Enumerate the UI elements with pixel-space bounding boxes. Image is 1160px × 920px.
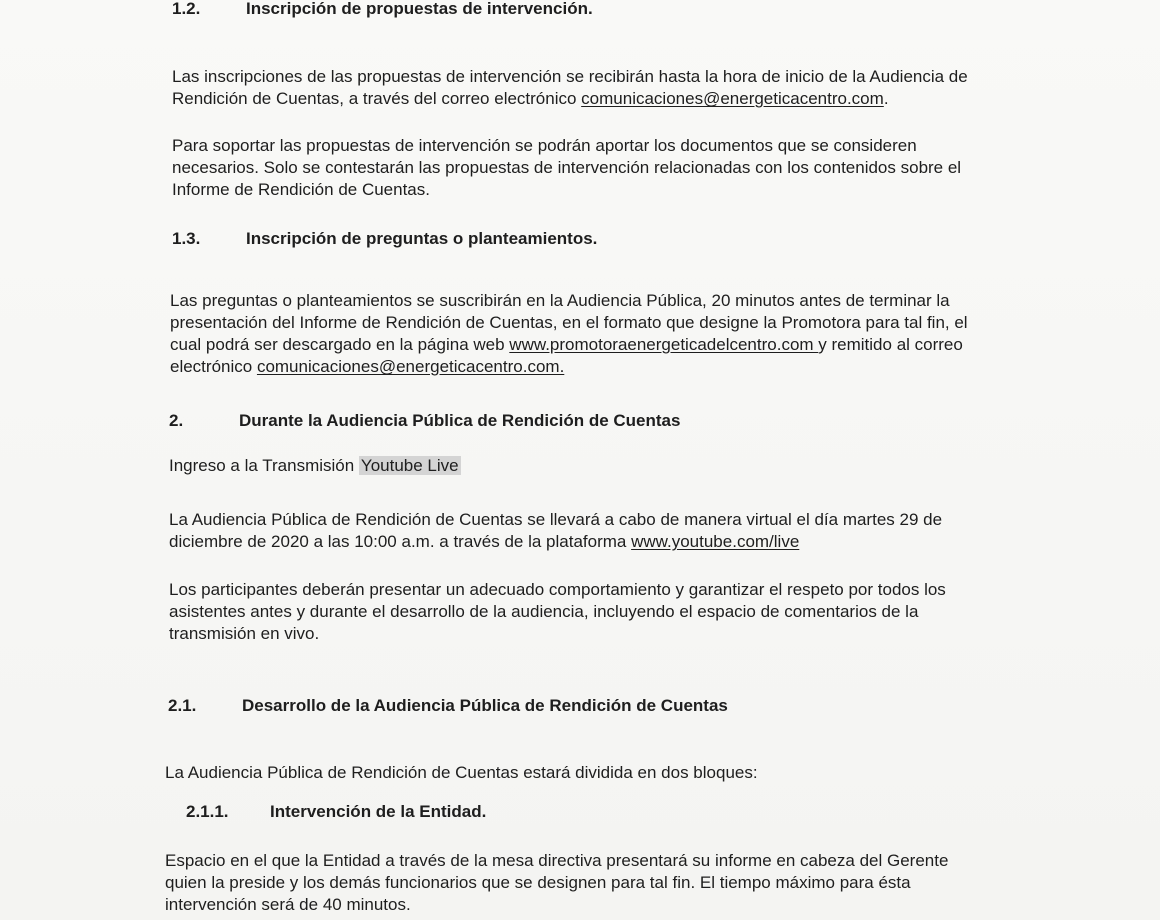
paragraph-ingreso: [169, 455, 461, 477]
section-title: Durante la Audiencia Pública de Rendición de Cuentas: [239, 411, 681, 430]
section-title: Inscripción de propuestas de intervención.: [246, 0, 593, 18]
paragraph-audiencia-fecha: [169, 509, 942, 553]
section-title: Desarrollo de la Audiencia Pública de Rendición de Cuentas: [242, 696, 728, 715]
section-number: 1.2.: [172, 0, 201, 18]
text-line: asistentes antes y durante el desarrollo de la audiencia, incluyendo el espacio de comentarios de la: [169, 602, 919, 621]
text-line: [170, 334, 968, 356]
website-link[interactable]: www.promotoraenergeticadelcentro.com: [509, 335, 819, 354]
section-heading-2-1: [168, 695, 728, 717]
text-line: quien la preside y los demás funcionarios que se designen para tal fin. El tiempo máximo para ésta: [165, 873, 911, 892]
text-line: La Audiencia Pública de Rendición de Cuentas se llevará a cabo de manera virtual el día martes 29 de: [169, 510, 943, 529]
text-line: [170, 356, 968, 378]
youtube-link[interactable]: www.youtube.com/live: [631, 532, 800, 551]
text-run: cual podrá ser descargado en la página web: [170, 335, 510, 354]
section-number: 2.1.1.: [186, 802, 229, 821]
section-title: Intervención de la Entidad.: [270, 802, 487, 821]
paragraph-preguntas: [170, 290, 968, 378]
highlighted-text: Youtube Live: [360, 456, 459, 475]
paragraph-soportar: [172, 135, 961, 201]
text-line: Informe de Rendición de Cuentas.: [172, 180, 430, 199]
paragraph-intervencion-entidad: [165, 850, 948, 916]
text-run: electrónico: [170, 357, 257, 376]
section-number: 2.1.: [168, 696, 197, 715]
section-heading-2: [169, 410, 680, 432]
text-line: Espacio en el que la Entidad a través de la mesa directiva presentará su informe en cabeza del Gerente: [165, 851, 949, 870]
text-line: [169, 531, 942, 553]
text-line: Los participantes deberán presentar un adecuado comportamiento y garantizar el respeto por todos los: [169, 580, 946, 599]
text-line: Las preguntas o planteamientos se suscribirán en la Audiencia Pública, 20 minutos antes de terminar la: [170, 291, 950, 310]
email-link[interactable]: comunicaciones@energeticacentro.com: [581, 89, 884, 108]
paragraph-inscripciones: [172, 66, 968, 110]
text-run: y remitido al correo: [818, 335, 963, 354]
section-heading-2-1-1: [186, 801, 486, 823]
text-line: Para soportar las propuestas de intervención se podrán aportar los documentos que se consideren: [172, 136, 917, 155]
text-run: Rendición de Cuentas, a través del correo electrónico: [172, 89, 582, 108]
text-line: presentación del Informe de Rendición de Cuentas, en el formato que designe la Promotora para tal fin, el: [170, 313, 968, 332]
text-run: diciembre de 2020 a las 10:00 a.m. a través de la plataforma: [169, 532, 632, 551]
email-link[interactable]: comunicaciones@energeticacentro.com.: [256, 357, 565, 376]
text-run: Ingreso a la Transmisión: [169, 456, 359, 475]
text-line: La Audiencia Pública de Rendición de Cuentas estará dividida en dos bloques:: [165, 763, 758, 782]
section-heading-1-3: [172, 228, 597, 250]
text-line: necesarios. Solo se contestarán las propuestas de intervención relacionadas con los contenidos sobre el: [172, 158, 962, 177]
paragraph-bloques: [165, 762, 758, 784]
section-title: Inscripción de preguntas o planteamientos.: [246, 229, 598, 248]
text-line: [169, 455, 461, 477]
section-number: 1.3.: [172, 229, 201, 248]
text-line: intervención será de 40 minutos.: [165, 895, 411, 914]
section-number: 2.: [169, 411, 184, 430]
text-line: transmisión en vivo.: [169, 624, 320, 643]
text-run: .: [883, 89, 889, 108]
text-line: [172, 88, 968, 110]
section-heading-1-2: [172, 0, 593, 20]
paragraph-participantes: [169, 579, 946, 645]
text-line: Las inscripciones de las propuestas de intervención se recibirán hasta la hora de inicio de la Audiencia de: [172, 67, 968, 86]
